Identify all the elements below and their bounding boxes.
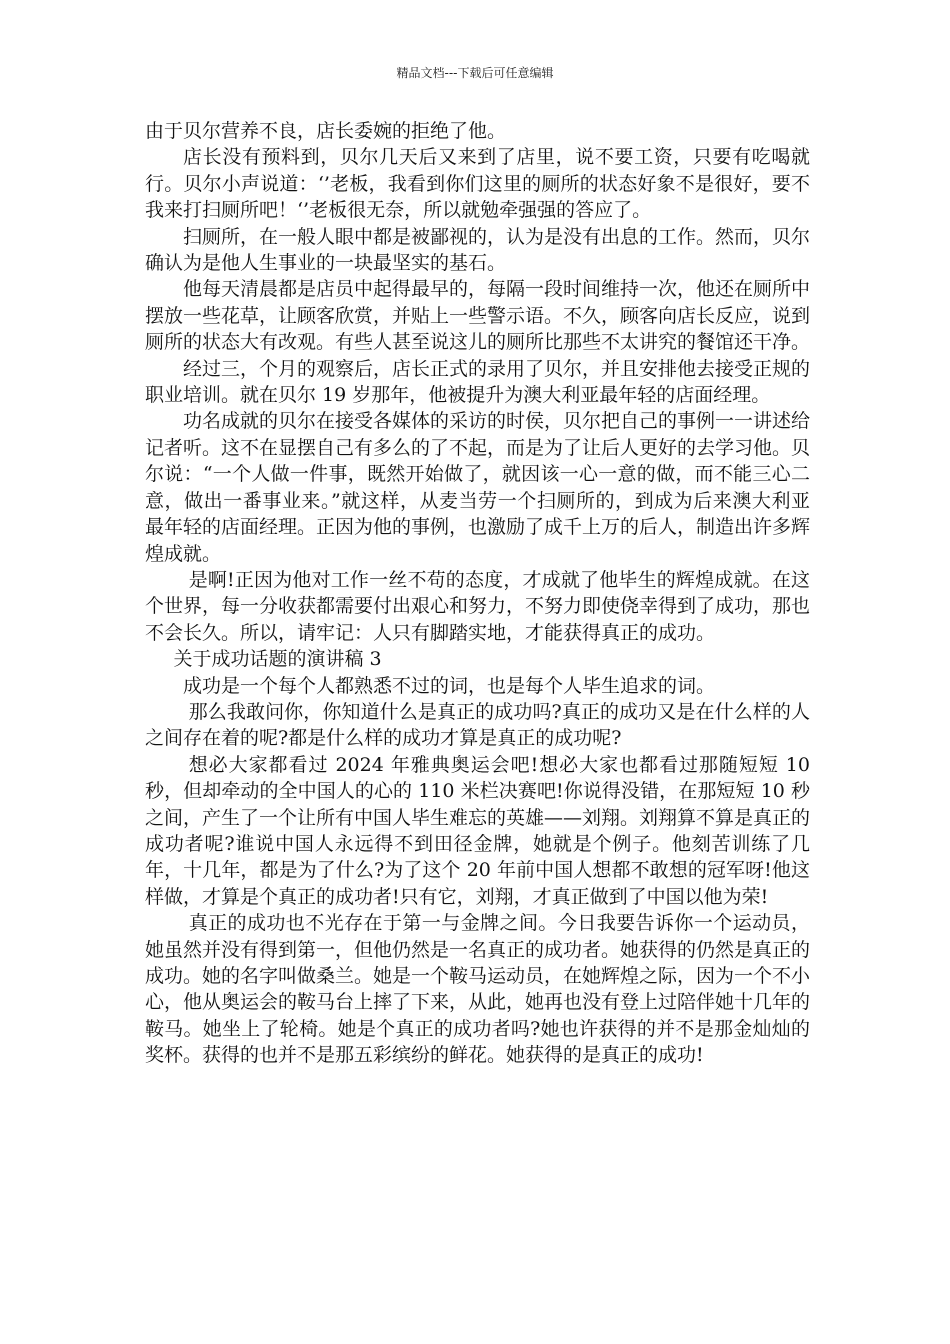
paragraph: 经过三，个月的观察后，店长正式的录用了贝尔，并且安排他去接受正规的职业培训。就在贝尔 19 岁那年，他被提升为澳大利亚最年轻的店面经理。 bbox=[145, 357, 811, 407]
paragraph: 他每天清晨都是店员中起得最早的，每隔一段时间维持一次，他还在厕所中摆放一些花草，让顾客欣赏，并贴上一些警示语。不久，顾客向店长反应，说到厕所的状态大有改观。有些人甚至说这儿的厕所比那些不太讲究的餐馆还干净。 bbox=[145, 278, 811, 354]
paragraph: 店长没有预料到，贝尔几天后又来到了店里，说不要工资，只要有吃喝就行。贝尔小声说道：‘’老板，我看到你们这里的厕所的状态好象不是很好，要不我来打扫厕所吧！‘’老板很无奈，所以就勉牵强强的答应了。 bbox=[145, 146, 810, 222]
paragraph: 由于贝尔营养不良，店长委婉的拒绝了他。 bbox=[145, 120, 507, 142]
paragraph: 想必大家都看过 2024 年雅典奥运会吧!想必大家也都看过那随短短 10 秒，但却牵动的全中国人的心的 110 米栏决赛吧!你说得没错，在那短短 10 秒之间，产生了一个让所有中国人毕生难忘的英雄——刘翔。刘翔算不算是真正的成功者呢?谁说中国人永远得不到田径金牌，她就是个例子。他刻苦训练了几年，十几年，都是为了什么?为了这个 20 年前中国人想都不敢想的冠军呀!他这样做，才算是个真正的成功者!只有它，刘翔，才真正做到了中国以他为荣! bbox=[145, 753, 811, 908]
paragraph: 真正的成功也不光存在于第一与金牌之间。今日我要告诉你一个运动员，她虽然并没有得到第一，但他仍然是一名真正的成功者。她获得的仍然是真正的成功。她的名字叫做桑兰。她是一个鞍马运动员，在她辉煌之际，因为一个不小心，他从奥运会的鞍马台上摔了下来，从此，她再也没有登上过陪伴她十几年的鞍马。她坐上了轮椅。她是个真正的成功者吗?她也许获得的并不是那金灿灿的奖杯。获得的也并不是那五彩缤纷的鲜花。她获得的是真正的成功! bbox=[145, 912, 811, 1067]
paragraph: 那么我敢问你，你知道什么是真正的成功吗?真正的成功又是在什么样的人之间存在着的呢?都是什么样的成功才算是真正的成功呢? bbox=[145, 700, 810, 750]
paragraph: 功名成就的贝尔在接受各媒体的采访的时侯，贝尔把自己的事例一一讲述给记者听。这不在显摆自己有多么的了不起，而是为了让后人更好的去学习他。贝尔说：“一个人做一件事，既然开始做了，就因该一心一意的做，而不能三心二意，做出一番事业来。”就这样，从麦当劳一个扫厕所的，到成为后来澳大利亚最年轻的店面经理。正因为他的事例，也激励了成千上万的后人，制造出许多辉煌成就。 bbox=[145, 410, 811, 565]
section-heading: 关于成功话题的演讲稿 3 bbox=[173, 648, 382, 671]
paragraph: 扫厕所，在一般人眼中都是被鄙视的，认为是没有出息的工作。然而，贝尔确认为是他人生事业的一块最坚实的基石。 bbox=[145, 225, 811, 275]
paragraph: 是啊!正因为他对工作一丝不苟的态度，才成就了他毕生的辉煌成就。在这个世界，每一分收获都需要付出艰心和努力，不努力即使侥幸得到了成功，那也不会长久。所以，请牢记：人只有脚踏实地，才能获得真正的成功。 bbox=[145, 568, 811, 644]
page-header: 精品文档---下载后可任意编辑 bbox=[396, 66, 554, 80]
paragraph: 成功是一个每个人都熟悉不过的词，也是每个人毕生追求的词。 bbox=[183, 674, 716, 697]
document-body bbox=[145, 118, 810, 1069]
